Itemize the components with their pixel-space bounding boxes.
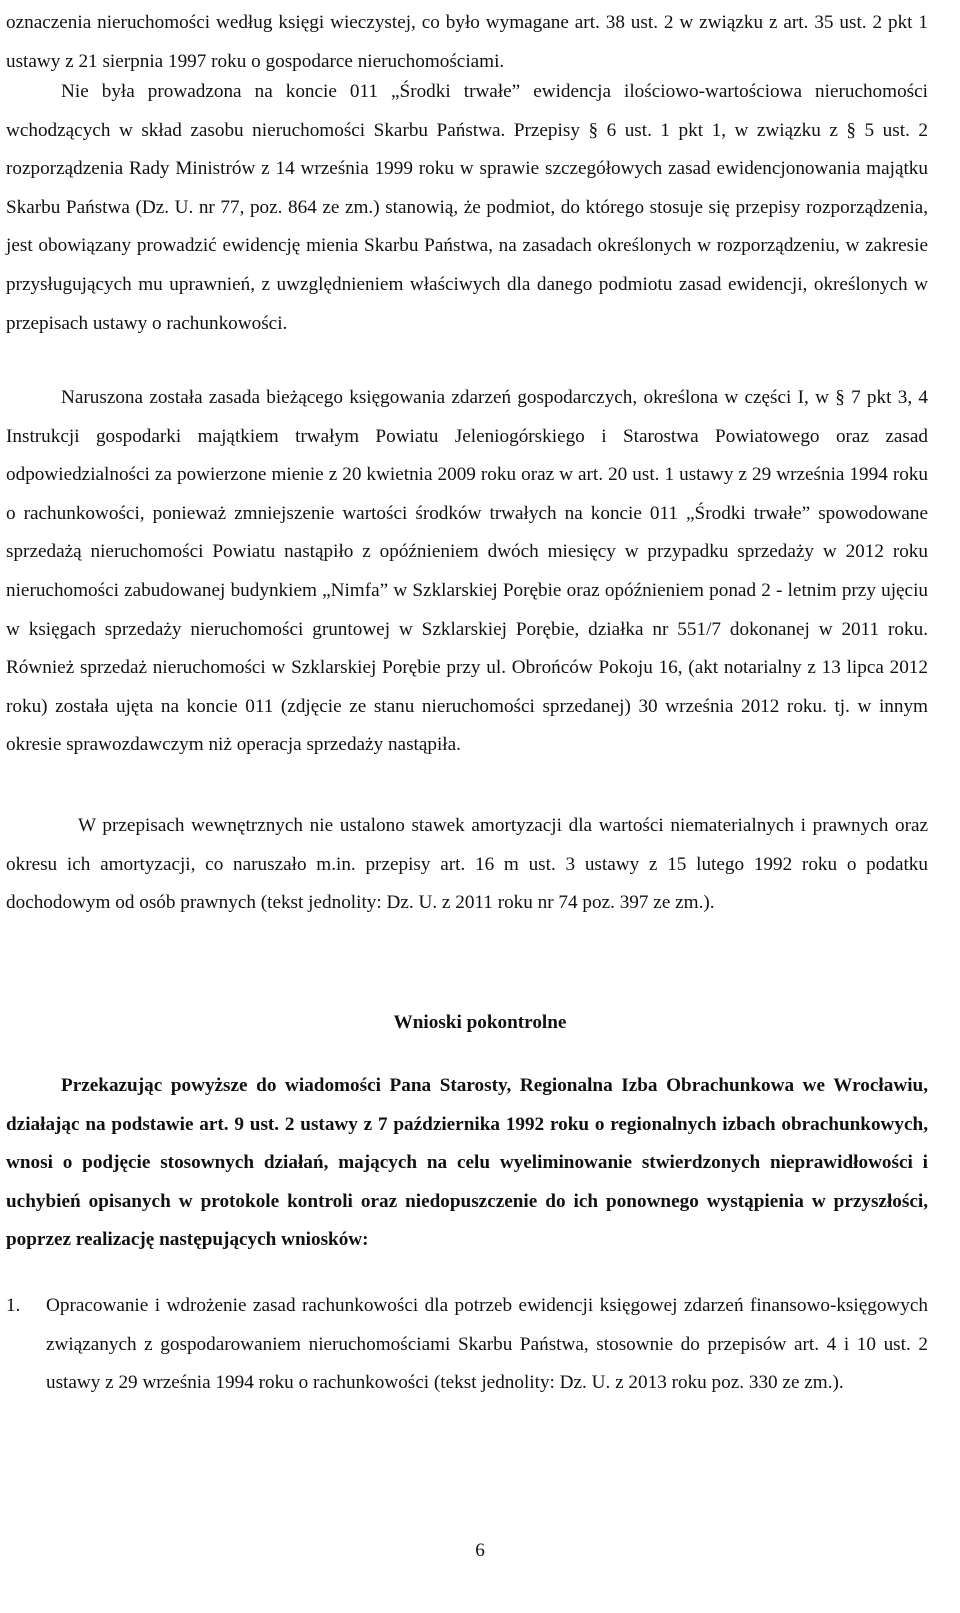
section-heading: Wnioski pokontrolne — [393, 1012, 567, 1033]
paragraph-conclusions-intro: Przekazując powyższe do wiadomości Pana Starosty, Regionalna Izba Obrachunkowa we Wrocławiu, działając na podstawie art. 9 ust. 2 ustawy z 7 października 1992 roku o regionalnych izbach obrachunkowych, wnosi o podjęcie stosownych działań, mających na celu wyeliminowanie stwierdzonych nieprawidłowości i uchybień opisanych w protokole kontroli oraz niedopuszczenie do ich ponownego wystąpienia w przyszłości, poprzez realizację następujących wniosków: — [6, 1075, 928, 1251]
paragraph-amortization: W przepisach wewnętrznych nie ustalono stawek amortyzacji dla wartości niematerialnych i prawnych oraz okresu ich amortyzacji, co naruszało m.in. przepisy art. 16 m ust. 3 ustawy z 15 lutego 1992 roku o podatku dochodowym od osób prawnych (tekst jednolity: Dz. U. z 2011 roku nr 74 poz. 397 ze zm.). — [6, 815, 928, 914]
paragraph-accounting-principle: Naruszona została zasada bieżącego księgowania zdarzeń gospodarczych, określona w części I, w § 7 pkt 3, 4 Instrukcji gospodarki majątkiem trwałym Powiatu Jeleniogórskiego i Starostwa Powiatowego oraz zasad odpowiedzialności za powierzone mienie z 20 kwietnia 2009 roku oraz w art. 20 ust. 1 ustawy z 29 września 1994 roku o rachunkowości, ponieważ zmniejszenie wartości środków trwałych na koncie 011 „Środki trwałe” spowodowane sprzedażą nieruchomości Powiatu nastąpiło z opóźnieniem dwóch miesięcy w przypadku sprzedaży w 2012 roku nieruchomości zabudowanej budynkiem „Nimfa” w Szklarskiej Porębie oraz opóźnieniem ponad 2 - letnim przy ujęciu w księgach sprzedaży nieruchomości gruntowej w Szklarskiej Porębie, działka nr 551/7 dokonanej w 2011 roku. Również sprzedaż nieruchomości w Szklarskiej Porębie przy ul. Obrońców Pokoju 16, (akt notarialny z 13 lipca 2012 roku) została ujęta na koncie 011 (zdjęcie ze stanu nieruchomości sprzedanej) 30 września 2012 roku. tj. w innym okresie sprawozdawczym niż operacja sprzedaży nastąpiła. — [6, 387, 928, 756]
list-item-text: Opracowanie i wdrożenie zasad rachunkowości dla potrzeb ewidencji księgowej zdarzeń finansowo-księgowych związanych z gospodarowaniem nieruchomościami Skarbu Państwa, stosownie do przepisów art. 4 i 10 ust. 2 ustawy z 29 września 1994 roku o rachunkowości (tekst jednolity: Dz. U. z 2013 roku poz. 330 ze zm.). — [46, 1295, 928, 1394]
page-number: 6 — [475, 1540, 485, 1561]
list-item — [6, 1287, 928, 1403]
paragraph-continuation: oznaczenia nieruchomości według księgi wieczystej, co było wymagane art. 38 ust. 2 w związku z art. 35 ust. 2 pkt 1 ustawy z 21 sierpnia 1997 roku o gospodarce nieruchomościami. — [6, 12, 928, 72]
paragraph-fixed-assets-register: Nie była prowadzona na koncie 011 „Środki trwałe” ewidencja ilościowo-wartościowa nieruchomości wchodzących w skład zasobu nieruchomości Skarbu Państwa. Przepisy § 6 ust. 1 pkt 1, w związku z § 5 ust. 2 rozporządzenia Rady Ministrów z 14 września 1999 roku w sprawie szczegółowych zasad ewidencjonowania majątku Skarbu Państwa (Dz. U. nr 77, poz. 864 ze zm.) stanowią, że podmiot, do którego stosuje się przepisy rozporządzenia, jest obowiązany prowadzić ewidencję mienia Skarbu Państwa, na zasadach określonych w rozporządzeniu, w zakresie przysługujących mu uprawnień, z uwzględnieniem właściwych dla danego podmiotu zasad ewidencji, określonych w przepisach ustawy o rachunkowości. — [6, 81, 928, 334]
list-item-number: 1. — [6, 1295, 21, 1316]
